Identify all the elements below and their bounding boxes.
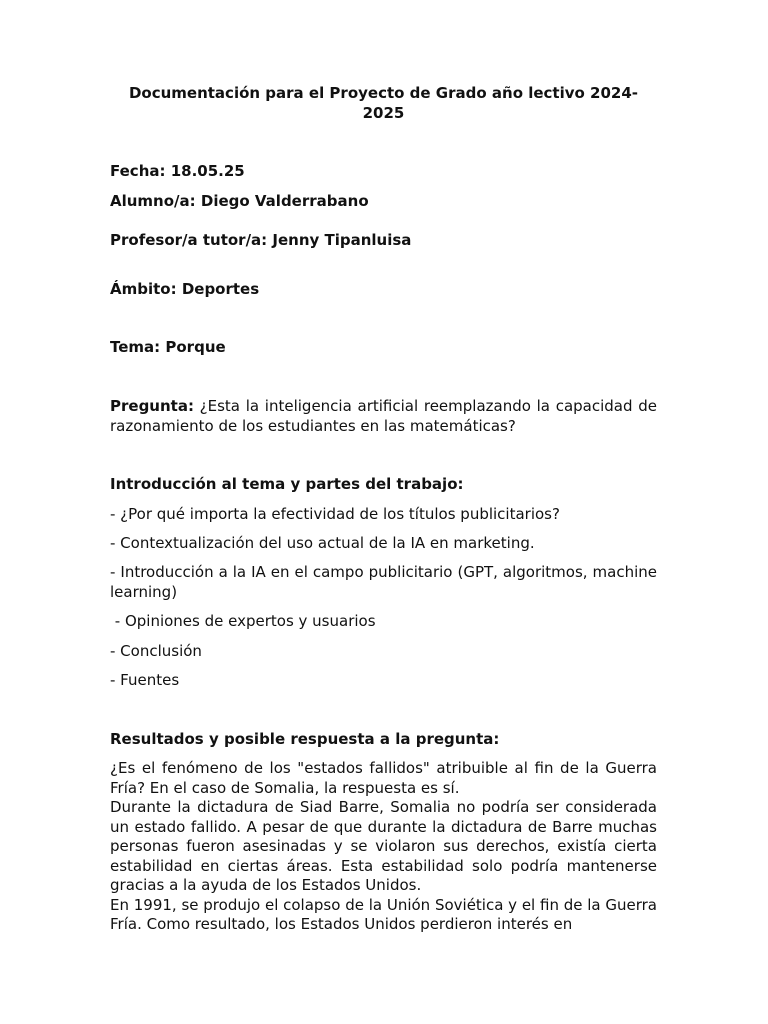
pregunta-text: ¿Esta la inteligencia artificial reemplazando la capacidad de razonamiento de los estudiantes en las matemáticas? bbox=[110, 397, 657, 435]
pregunta-label: Pregunta: bbox=[110, 397, 194, 415]
intro-item: - ¿Por qué importa la efectividad de los títulos publicitarios? bbox=[110, 505, 560, 523]
tema-line: Tema: Porque bbox=[110, 338, 226, 356]
alumno-line: Alumno/a: Diego Valderrabano bbox=[110, 192, 369, 210]
intro-item: - Conclusión bbox=[110, 642, 202, 660]
intro-item: - Fuentes bbox=[110, 671, 180, 689]
pregunta-paragraph bbox=[110, 397, 657, 436]
intro-item: - Introducción a la IA en el campo publicitario (GPT, algoritmos, machine learning) bbox=[110, 563, 657, 601]
introduccion-heading: Introducción al tema y partes del trabajo: bbox=[110, 475, 464, 493]
ambito-line: Ámbito: Deportes bbox=[110, 280, 260, 298]
profesor-line: Profesor/a tutor/a: Jenny Tipanluisa bbox=[110, 231, 412, 249]
intro-item: - Contextualización del uso actual de la IA en marketing. bbox=[110, 534, 535, 552]
resultados-heading: Resultados y posible respuesta a la pregunta: bbox=[110, 730, 500, 748]
resultados-paragraph: Durante la dictadura de Siad Barre, Somalia no podría ser considerada un estado fallido. A pesar de que durante la dictadura de Barre muchas personas fueron asesinadas y se violaron sus derechos, existía cierta estabilidad en ciertas áreas. Esta estabilidad solo podría mantenerse gracias a la ayuda de los Estados Unidos. bbox=[110, 798, 657, 894]
document-title: Documentación para el Proyecto de Grado año lectivo 2024-2025 bbox=[128, 84, 639, 122]
resultados-body bbox=[110, 759, 657, 935]
resultados-paragraph: En 1991, se produjo el colapso de la Unión Soviética y el fin de la Guerra Fría. Como resultado, los Estados Unidos perdieron interés en bbox=[110, 895, 657, 933]
intro-item: - Opiniones de expertos y usuarios bbox=[110, 612, 376, 630]
resultados-paragraph: ¿Es el fenómeno de los "estados fallidos" atribuible al fin de la Guerra Fría? En el caso de Somalia, la respuesta es sí. bbox=[110, 759, 657, 797]
fecha-line: Fecha: 18.05.25 bbox=[110, 162, 245, 180]
